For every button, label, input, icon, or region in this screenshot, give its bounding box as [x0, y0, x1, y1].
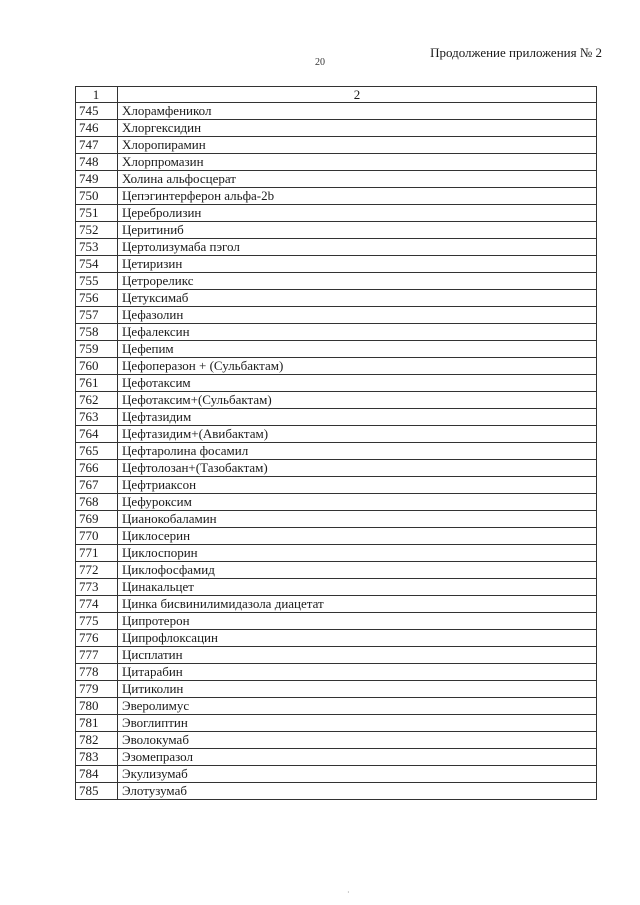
drug-name: Элотузумаб [118, 783, 597, 800]
row-number: 761 [76, 375, 118, 392]
row-number: 745 [76, 103, 118, 120]
table-row [76, 358, 597, 375]
drug-name: Цефепим [118, 341, 597, 358]
table-row [76, 783, 597, 800]
drug-name: Ципротерон [118, 613, 597, 630]
table-body [76, 87, 597, 800]
table-row [76, 494, 597, 511]
drug-name: Цефоперазон + (Сульбактам) [118, 358, 597, 375]
row-number: 782 [76, 732, 118, 749]
drug-name: Цепэгинтерферон альфа-2b [118, 188, 597, 205]
table-row [76, 596, 597, 613]
row-number: 763 [76, 409, 118, 426]
drug-name: Церитиниб [118, 222, 597, 239]
drug-name: Церебролизин [118, 205, 597, 222]
drug-name: Цетиризин [118, 256, 597, 273]
drug-name: Эверолимус [118, 698, 597, 715]
drug-name: Хлорамфеникол [118, 103, 597, 120]
table-row [76, 205, 597, 222]
row-number: 781 [76, 715, 118, 732]
drug-name: Цитарабин [118, 664, 597, 681]
row-number: 780 [76, 698, 118, 715]
row-number: 764 [76, 426, 118, 443]
table-row [76, 715, 597, 732]
table-row [76, 579, 597, 596]
table-row [76, 630, 597, 647]
row-number: 760 [76, 358, 118, 375]
table-row [76, 664, 597, 681]
drug-name: Хлоргексидин [118, 120, 597, 137]
table-row [76, 290, 597, 307]
table-row [76, 613, 597, 630]
drug-name: Цефтазидим+(Авибактам) [118, 426, 597, 443]
row-number: 785 [76, 783, 118, 800]
drug-name: Экулизумаб [118, 766, 597, 783]
row-number: 762 [76, 392, 118, 409]
table-row [76, 307, 597, 324]
column-header-name: 2 [118, 87, 597, 103]
table-row [76, 239, 597, 256]
table-row [76, 460, 597, 477]
footer-mark: · [347, 888, 350, 897]
row-number: 767 [76, 477, 118, 494]
drug-name: Цетрореликс [118, 273, 597, 290]
table-row [76, 698, 597, 715]
row-number: 757 [76, 307, 118, 324]
drug-name: Эвоглиптин [118, 715, 597, 732]
drug-name: Цефалексин [118, 324, 597, 341]
table-row [76, 103, 597, 120]
drug-name: Цетуксимаб [118, 290, 597, 307]
continuation-header: Продолжение приложения № 2 [430, 45, 602, 60]
row-number: 774 [76, 596, 118, 613]
row-number: 776 [76, 630, 118, 647]
table-row [76, 256, 597, 273]
table-row [76, 545, 597, 562]
drug-name: Цианокобаламин [118, 511, 597, 528]
row-number: 751 [76, 205, 118, 222]
row-number: 755 [76, 273, 118, 290]
row-number: 749 [76, 171, 118, 188]
row-number: 768 [76, 494, 118, 511]
table-row [76, 732, 597, 749]
row-number: 747 [76, 137, 118, 154]
table-row [76, 426, 597, 443]
table-row [76, 766, 597, 783]
table-row [76, 409, 597, 426]
drug-name: Хлорпромазин [118, 154, 597, 171]
row-number: 758 [76, 324, 118, 341]
row-number: 746 [76, 120, 118, 137]
table-row [76, 171, 597, 188]
drug-name: Хлоропирамин [118, 137, 597, 154]
drug-name: Циклоспорин [118, 545, 597, 562]
table-row [76, 647, 597, 664]
row-number: 752 [76, 222, 118, 239]
drug-name: Цисплатин [118, 647, 597, 664]
row-number: 769 [76, 511, 118, 528]
row-number: 759 [76, 341, 118, 358]
row-number: 775 [76, 613, 118, 630]
row-number: 748 [76, 154, 118, 171]
table-row [76, 222, 597, 239]
drug-name: Цефотаксим [118, 375, 597, 392]
table-header-row [76, 87, 597, 103]
drug-name: Цертолизумаба пэгол [118, 239, 597, 256]
table-row [76, 154, 597, 171]
drug-name: Цефтолозан+(Тазобактам) [118, 460, 597, 477]
row-number: 765 [76, 443, 118, 460]
table-row [76, 392, 597, 409]
row-number: 771 [76, 545, 118, 562]
row-number: 779 [76, 681, 118, 698]
table-row [76, 681, 597, 698]
drug-name: Циклосерин [118, 528, 597, 545]
table-row [76, 137, 597, 154]
table-row [76, 749, 597, 766]
table-row [76, 511, 597, 528]
drug-name: Цитиколин [118, 681, 597, 698]
row-number: 772 [76, 562, 118, 579]
drug-name: Цефазолин [118, 307, 597, 324]
table-row [76, 273, 597, 290]
page-number: 20 [315, 57, 325, 68]
drug-name: Холина альфосцерат [118, 171, 597, 188]
row-number: 773 [76, 579, 118, 596]
drug-name: Эзомепразол [118, 749, 597, 766]
drug-name: Цефуроксим [118, 494, 597, 511]
drug-name: Цинакальцет [118, 579, 597, 596]
drug-name: Цефтазидим [118, 409, 597, 426]
drug-list-table [75, 86, 597, 800]
table-row [76, 443, 597, 460]
table-row [76, 120, 597, 137]
row-number: 750 [76, 188, 118, 205]
table-row [76, 562, 597, 579]
row-number: 778 [76, 664, 118, 681]
row-number: 756 [76, 290, 118, 307]
drug-name: Эволокумаб [118, 732, 597, 749]
row-number: 777 [76, 647, 118, 664]
table-row [76, 188, 597, 205]
table-row [76, 528, 597, 545]
row-number: 783 [76, 749, 118, 766]
table-row [76, 341, 597, 358]
row-number: 754 [76, 256, 118, 273]
drug-name: Ципрофлоксацин [118, 630, 597, 647]
drug-name: Цинка бисвинилимидазола диацетат [118, 596, 597, 613]
row-number: 784 [76, 766, 118, 783]
drug-name: Цефотаксим+(Сульбактам) [118, 392, 597, 409]
table-row [76, 477, 597, 494]
row-number: 770 [76, 528, 118, 545]
drug-name: Цефтаролина фосамил [118, 443, 597, 460]
drug-name: Цефтриаксон [118, 477, 597, 494]
table-row [76, 324, 597, 341]
column-header-number: 1 [76, 87, 118, 103]
table-row [76, 375, 597, 392]
row-number: 753 [76, 239, 118, 256]
drug-name: Циклофосфамид [118, 562, 597, 579]
row-number: 766 [76, 460, 118, 477]
